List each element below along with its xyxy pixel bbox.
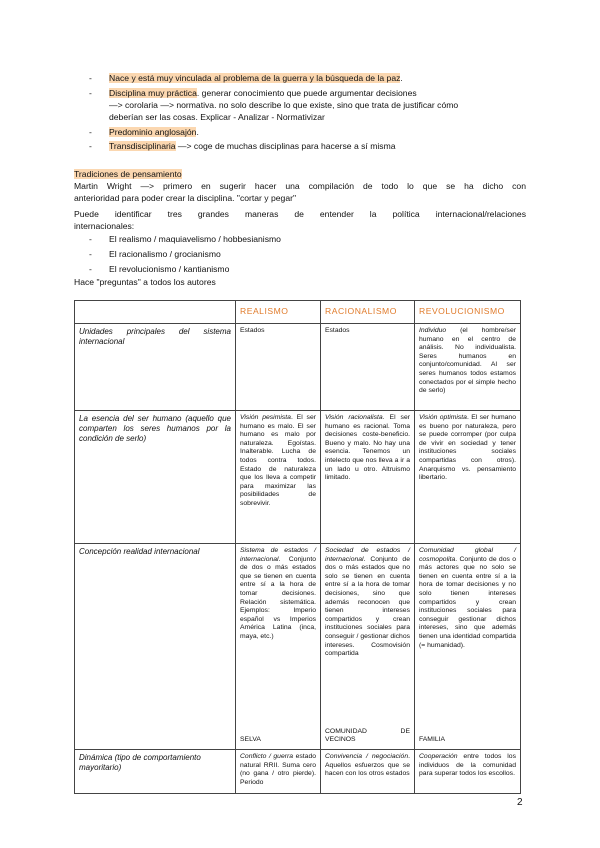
table-corner-cell <box>75 301 236 324</box>
bullet-item: - El realismo / maquiavelismo / hobbesianismo <box>89 234 281 244</box>
paragraph-line: anterioridad para poder crear la disciplina. "cortar y pegar" <box>74 193 297 203</box>
bullet-item: - Disciplina muy práctica. generar conocimiento que puede argumentar decisiones —> corolaria —> normativa. no solo describe lo que existe, sino que trata de justificar cómo deberían ser las cosas. Explicar - Analizar - Normativizar <box>89 88 459 122</box>
page-number: 2 <box>517 797 523 808</box>
table-cell: Sociedad de estados / internacional. Conjunto de dos o más estados que no solo se tienen en cuenta entre sí a la hora de tomar decisiones, sino que además reconocen que tienen intereses compartidos y crean instituciones sociales para conseguir / gestionar dichos intereses. Cosmovisión compartida COMUNIDAD DE VECINOS <box>321 544 415 750</box>
table-row <box>75 411 521 544</box>
table-cell: Visión racionalista. El ser humano es racional. Toma decisiones coste-beneficio. Bueno y malo. No hay una esencia. Tenemos un intelecto que nos lleva a ir a un lado u otro. Altruismo limitado. <box>321 411 415 544</box>
cell-footer: SELVA <box>240 736 261 744</box>
section-title: Tradiciones de pensamiento <box>74 169 182 179</box>
paragraph-line: Martin Wright —> primero en sugerir hacer una compilación de todo lo que se ha dicho con <box>74 181 526 191</box>
table-cell: Visión optimista. El ser humano es bueno por naturaleza, pero se puede corromper (por culpa de vivir en sociedad y tener instituciones sociales compartidas con otros). Anarquismo vs. pensamiento libertario. <box>415 411 521 544</box>
row-label: Unidades principales del sistema internacional <box>75 324 236 411</box>
table-header-row <box>75 301 521 324</box>
paragraph-line: internacionales: <box>74 221 135 231</box>
table-cell: Conflicto / guerra estado natural RRII. Suma cero (no gana / otro pierde). Periodo <box>236 750 321 794</box>
header-realismo: REALISMO <box>236 301 321 324</box>
highlighted-text: Nace y está muy vinculada al problema de la guerra y la búsqueda de la paz <box>109 73 401 83</box>
table-cell: Sistema de estados / internacional. Conjunto de dos o más estados que se tienen en cuenta entre sí a la hora de tomar decisiones. Relación sistemática. Ejemplos: Imperio español vs Imperios América Latina (inca, maya, etc.) SELVA <box>236 544 321 750</box>
paragraph-line: Hace "preguntas" a todos los autores <box>74 277 216 287</box>
table-cell: Cooperación entre todos los individuos de la comunidad para superar todos los escollos. <box>415 750 521 794</box>
row-label: La esencia del ser humano (aquello que comparten los seres humanos por la condición de serlo) <box>75 411 236 544</box>
bullet-item: - El racionalismo / grocianismo <box>89 249 221 259</box>
table-row <box>75 544 521 750</box>
row-label: Concepción realidad internacional <box>75 544 236 750</box>
table-row <box>75 324 521 411</box>
bullet-item: - El revolucionismo / kantianismo <box>89 264 230 274</box>
cell-footer: COMUNIDAD DE VECINOS <box>325 727 410 744</box>
bullet-item: - Transdisciplinaria —> coge de muchas disciplinas para hacerse a sí misma <box>89 141 396 151</box>
table-row <box>75 750 521 794</box>
row-label: Dinámica (tipo de comportamiento mayoritario) <box>75 750 236 794</box>
table-cell: Estados <box>321 324 415 411</box>
bullet-item: - Predominio anglosajón. <box>89 127 199 137</box>
bullet-continuation: deberían ser las cosas. Explicar - Analizar - Normativizar <box>109 112 325 122</box>
highlighted-text: Disciplina muy práctica <box>109 88 197 98</box>
traditions-table <box>74 300 521 794</box>
table-cell: Visión pesimista. El ser humano es malo. El ser humano es malo por naturaleza. Egoístas. Inalterable. Lucha de todos contra todos. Estado de naturaleza que los lleva a competir para maximizar las posibilidades de sobrevivir. <box>236 411 321 544</box>
header-revolucionismo: REVOLUCIONISMO <box>415 301 521 324</box>
table-cell: Estados <box>236 324 321 411</box>
highlighted-text: Predominio anglosajón <box>109 127 197 137</box>
bullet-continuation: —> corolaria —> normativa. no solo describe lo que existe, sino que trata de justificar cómo <box>109 100 459 110</box>
table-cell: Comunidad global / cosmopolita. Conjunto de dos o más actores que no solo se tienen en cuenta entre sí a la hora de tomar decisiones y no solo tienen intereses compartidos y crean instituciones sociales para conseguir gestionar dichos intereses, sino que además tienen una identidad compartida (= humanidad). FAMILIA <box>415 544 521 750</box>
table-cell: Individuo (el hombre/ser humano en el centro de análisis. No individualista. Seres humanos en conjunto/comunidad. Al ser seres humanos todos estamos conectados por el simple hecho de serlo) <box>415 324 521 411</box>
highlighted-text: Transdisciplinaria <box>109 141 176 151</box>
table-cell: Convivencia / negociación. Aquellos esfuerzos que se hacen con los otros estados <box>321 750 415 794</box>
cell-footer: FAMILIA <box>419 736 446 744</box>
bullet-item: - Nace y está muy vinculada al problema de la guerra y la búsqueda de la paz. <box>89 73 403 83</box>
header-racionalismo: RACIONALISMO <box>321 301 415 324</box>
paragraph-line: Puede identificar tres grandes maneras de entender la política internacional/relaciones <box>74 209 526 219</box>
